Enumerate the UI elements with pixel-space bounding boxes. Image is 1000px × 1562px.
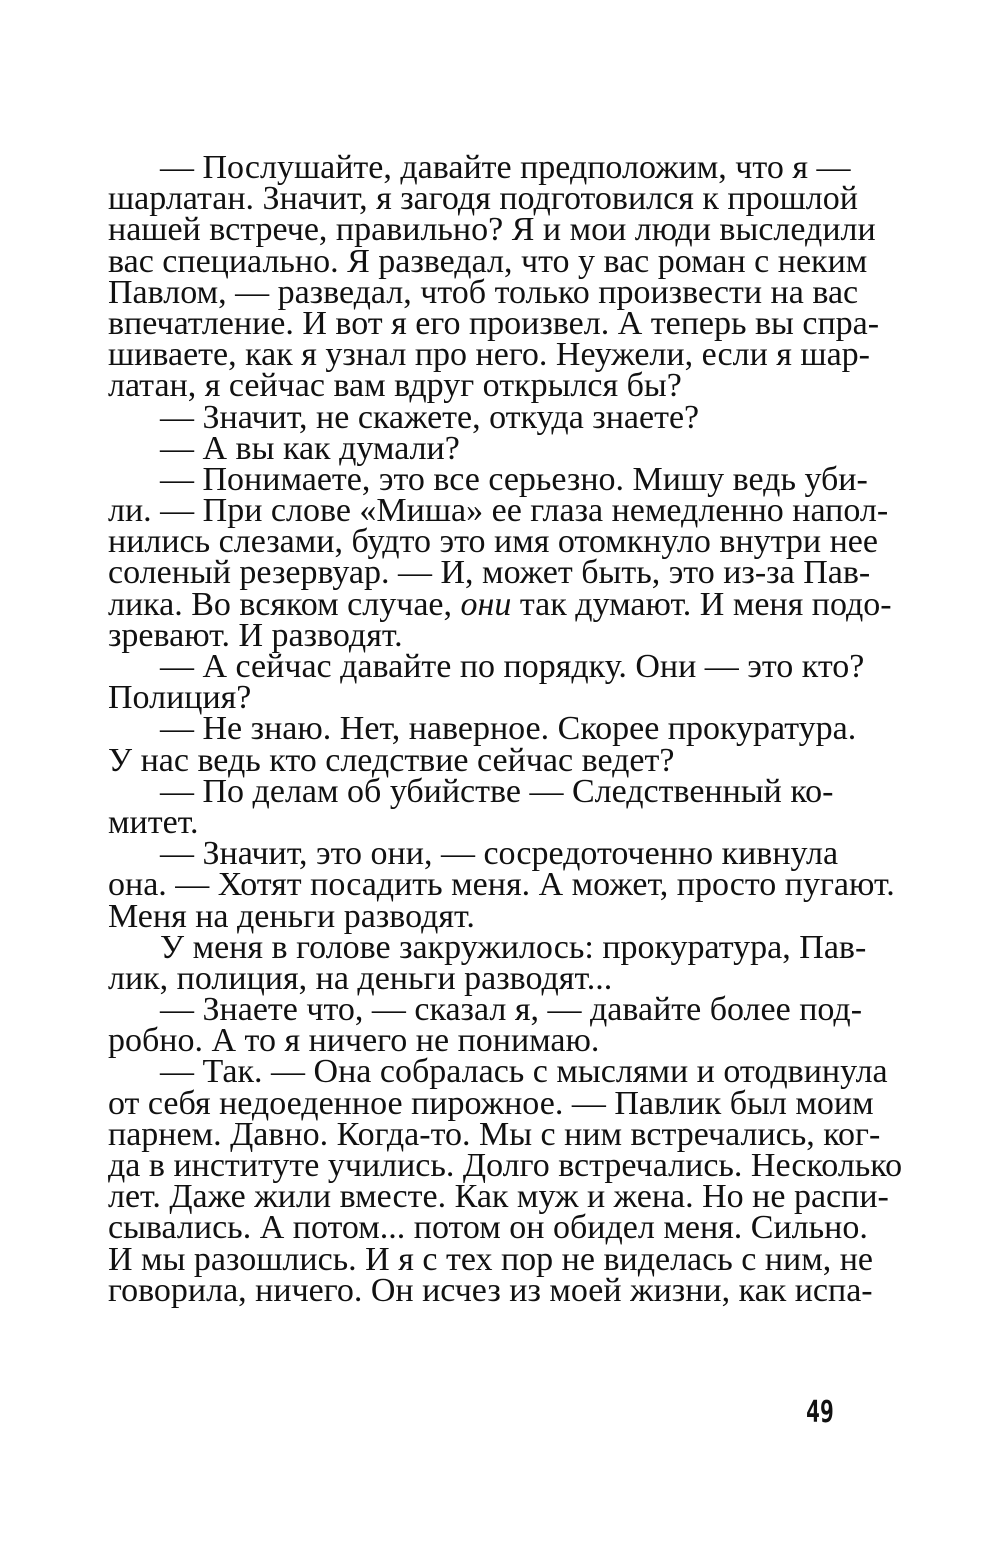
text-line: У нас ведь кто следствие сейчас ведет? xyxy=(108,741,675,779)
text-line: впечатление. И вот я его произвел. А теперь вы спра- xyxy=(108,304,880,342)
text-line: — Значит, не скажете, откуда знаете? xyxy=(160,398,700,436)
emphasized-word: они xyxy=(460,585,512,623)
text-line: лет. Даже жили вместе. Как муж и жена. Но не распи- xyxy=(108,1178,889,1216)
text-line: да в институте учились. Долго встречались. Несколько xyxy=(108,1147,903,1184)
text-line: И мы разошлись. И я с тех пор не виделась с ним, не xyxy=(108,1240,874,1278)
text-line: вас специально. Я разведал, что у вас роман с неким xyxy=(108,242,868,280)
text-line: — Послушайте, давайте предположим, что я — xyxy=(160,149,851,186)
text-line: она. — Хотят посадить меня. А может, просто пугают. xyxy=(108,866,895,904)
text-line: лик, полиция, на деньги разводят... xyxy=(108,959,613,997)
body-text xyxy=(108,149,903,1309)
text-line: — По делам об убийстве — Следственный ко- xyxy=(160,772,834,810)
text-line: У меня в голове закружилось: прокуратура, Пав- xyxy=(160,928,867,966)
text-line: говорила, ничего. Он исчез из моей жизни, как испа- xyxy=(108,1271,873,1309)
text-line: нашей встрече, правильно? Я и мои люди выследили xyxy=(108,211,876,249)
text-line: зревают. И разводят. xyxy=(108,616,403,654)
text-line: шарлатан. Значит, я загодя подготовился к прошлой xyxy=(108,180,858,218)
text-line: — А вы как думали? xyxy=(160,429,460,467)
text-line: Меня на деньги разводят. xyxy=(108,897,475,935)
text-segment: лика. Во всяком случае, xyxy=(108,585,461,623)
page-number: 49 xyxy=(805,1395,834,1430)
text-line: сывались. А потом... потом он обидел меня. Сильно. xyxy=(108,1209,868,1247)
text-line: латан, я сейчас вам вдруг открылся бы? xyxy=(108,367,682,405)
text-line: робно. А то я ничего не понимаю. xyxy=(108,1022,600,1060)
text-line: — Не знаю. Нет, наверное. Скорее прокуратура. xyxy=(160,710,857,748)
text-line: — Значит, это они, — сосредоточенно кивнула xyxy=(160,835,839,873)
text-line: — Так. — Она собралась с мыслями и отодвинула xyxy=(160,1053,888,1091)
text-line: ли. — При слове «Миша» ее глаза немедленно напол- xyxy=(108,492,889,530)
text-line: митет. xyxy=(108,803,199,841)
text-line: — Знаете что, — сказал я, — давайте более под- xyxy=(160,991,863,1029)
text-segment: так думают. И меня подо- xyxy=(511,585,892,623)
text-line: — Понимаете, это все серьезно. Мишу ведь уби- xyxy=(160,460,868,498)
text-line: — А сейчас давайте по порядку. Они — это кто? xyxy=(160,648,865,685)
text-line: от себя недоеденное пирожное. — Павлик был моим xyxy=(108,1084,874,1122)
text-line: парнем. Давно. Когда-то. Мы с ним встречались, ког- xyxy=(108,1115,881,1153)
text-line xyxy=(108,585,892,623)
text-line: шиваете, как я узнал про него. Неужели, если я шар- xyxy=(108,336,870,374)
text-line: нились слезами, будто это имя отомкнуло внутри нее xyxy=(108,523,878,561)
text-line: Павлом, — разведал, чтоб только произвести на вас xyxy=(108,273,859,311)
text-line: соленый резервуар. — И, может быть, это из-за Пав- xyxy=(108,554,871,592)
text-line: Полиция? xyxy=(108,679,252,717)
